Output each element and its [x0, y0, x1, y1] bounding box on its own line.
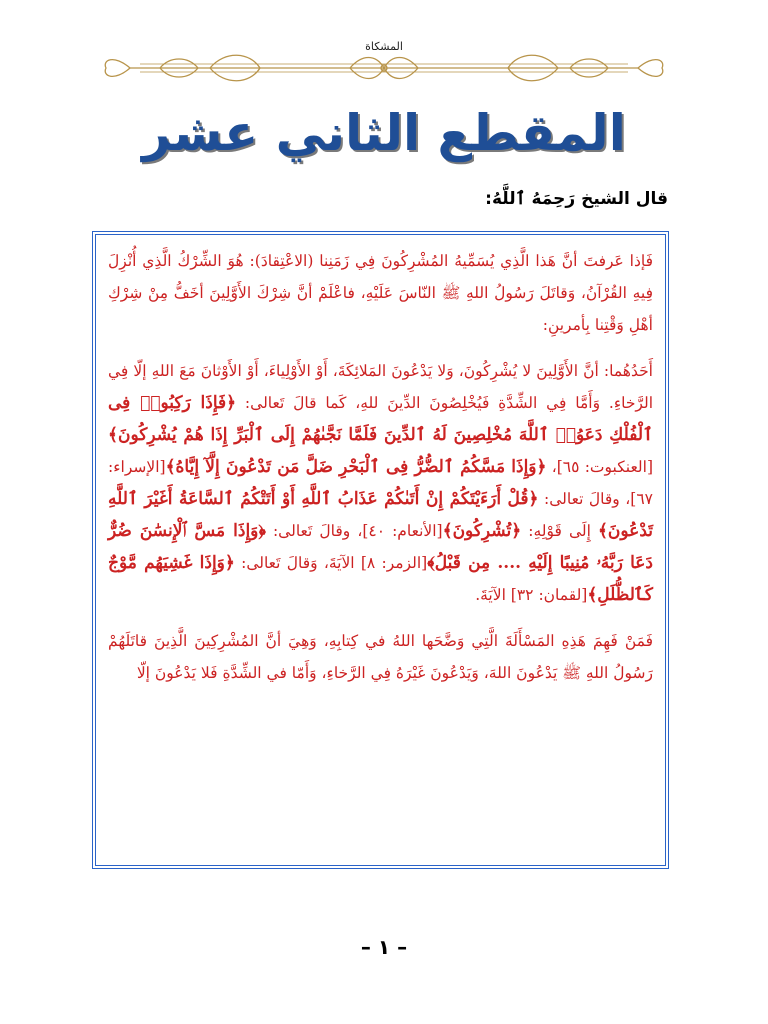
paragraph-2-text-3: [الإسراء: ٦٧]، وقالَ تعالى: — [108, 458, 653, 508]
quran-verse-4: ﴿تُشْرِكُونَ﴾ — [442, 521, 522, 541]
page-title: المقطع الثاني عشر — [142, 104, 626, 162]
paragraph-2-text-6: [الزمر: ٨] الآيَةَ، وَقالَ تَعالى: — [234, 554, 428, 572]
quran-verse-1: ﴿فَإِذَا رَكِبُوا۟ فِى ٱلْفُلْكِ دَعَوُا۟ ٱللَّهَ مُخْلِصِينَ لَهُ ٱلدِّينَ فَلَمَّا نَجَّىٰهُمْ إِلَى ٱلْبَرِّ إِذَا هُمْ يُشْرِكُونَ﴾ — [108, 393, 653, 445]
paragraph-3 — [108, 625, 653, 689]
quran-verse-2: ﴿وَإِذَا مَسَّكُمُ ٱلضُّرُّ فِى ٱلْبَحْرِ ضَلَّ مَن تَدْعُونَ إِلَّآ إِيَّاهُ﴾ — [165, 457, 547, 477]
text-frame — [92, 231, 669, 869]
paragraph-2 — [108, 355, 653, 611]
page-number: – ١ – — [360, 935, 408, 959]
intro-line: قال الشيخ رَحِمَهُ ٱللَّهُ: — [485, 189, 668, 209]
paragraph-3-text: فَمَنْ فَهِمَ هَذِهِ المَسْأَلَةَ الَّتِي وَضَّحَها اللهُ في كِتابِهِ، وَهِيَ أنَّ المُشْرِكِينَ الَّذِينَ قاتَلَهُمْ رَسُولُ اللهِ ﷺ يَدْعُونَ اللهَ، وَيَدْعُونَ غَيْرَهُ فِي الرَّخاءِ، وَأَمّا في الشِّدَّةِ فَلا يَدْعُونَ إلّا — [108, 632, 653, 682]
paragraph-2-text-1: أَحَدُهُما: أنَّ الأَوَّلِينَ لا يُشْرِكُونَ، وَلا يَدْعُونَ المَلائِكَةَ، أَوْ الأَوْلِياءَ، أَوْ الأَوْثانَ مَعَ اللهِ إلّا فِي الرَّخاءِ. وَأَمَّا فِي الشِّدَّةِ فَيُخْلِصُونَ الدِّينَ للهِ، كَما قالَ تَعالى: — [108, 362, 654, 412]
paragraph-2-text-5: [الأنعام: ٤٠]، وقالَ تَعالى: — [265, 522, 443, 540]
ornament-divider — [100, 50, 668, 86]
paragraph-2-text-4: إِلَى قَوْلِهِ: — [521, 522, 598, 540]
quran-verse-6: ﴿وَإِذَا غَشِيَهُم مَّوْجٌ كَٱلظُّلَلِ﴾ — [108, 553, 653, 605]
paragraph-1 — [108, 245, 653, 341]
paragraph-1-text: فَإذا عَرفتَ أنَّ هَذا الَّذِي يُسَمِّيهُ المُشْرِكُونَ فِي زَمَنِنا (الاعْتِقادَ): هُوَ الشِّرْكُ الَّذِي أُنْزِلَ فِيهِ القُرْآنُ، وَقاتَلَ رَسُولُ اللهِ ﷺ النّاسَ عَلَيْهِ، فاعْلَمْ أنَّ شِرْكَ الأَوَّلِينَ أخَفُّ مِنْ شِرْكِ أهْلِ وَقْتِنا بِأمرينِ: — [108, 252, 653, 334]
paragraph-2-text-2: [العنكبوت: ٦٥]، — [546, 458, 653, 476]
quran-verse-3: ﴿قُلْ أَرَءَيْتَكُمْ إِنْ أَتَىٰكُمْ عَذَابُ ٱللَّهِ أَوْ أَتَتْكُمُ ٱلسَّاعَةُ أَغَيْرَ ٱللَّهِ تَدْعُونَ﴾ — [108, 489, 653, 541]
paragraph-2-text-7: [لقمان: ٣٢] الآيَةَ. — [475, 586, 588, 604]
quran-verse-5: ﴿وَإِذَا مَسَّ ٱلْإِنسَٰنَ ضُرٌّ دَعَا رَبَّهُۥ مُنِيبًا إِلَيْهِ .... مِن قَبْلُ﴾ — [108, 521, 653, 573]
running-header: المشكاة — [365, 40, 403, 53]
